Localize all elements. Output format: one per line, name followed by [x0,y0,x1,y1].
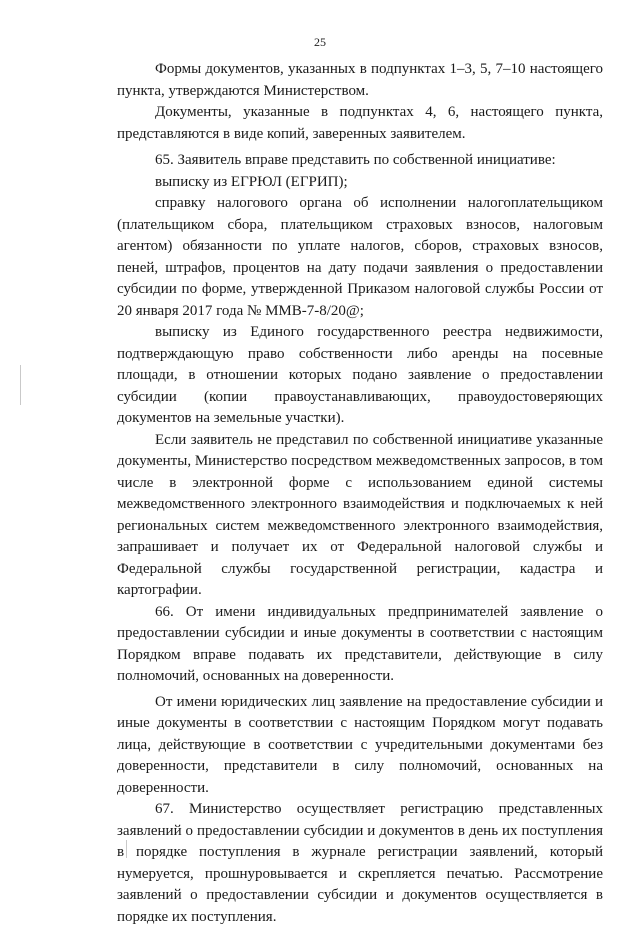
paragraph: справку налогового органа об исполнении налогоплательщиком (плательщиком сбора, плательщиком страховых взносов, налоговым агентом) обязанности по уплате налогов, сборов, страховых взносов, пеней, штрафов, процентов на дату подачи заявления о предоставлении субсидии по форме, утвержденной Приказом налоговой службы России от 20 января 2017 года № ММВ-7-8/20@; [117,195,603,319]
paragraph: 65. Заявитель вправе представить по собственной инициативе: [155,152,556,168]
paragraph: выписку из ЕГРЮЛ (ЕГРИП); [155,173,348,190]
document-body [117,59,603,928]
paragraph: Документы, указанные в подпунктах 4, 6, настоящего пункта, представляются в виде копий, заверенных заявителем. [117,104,603,142]
paragraph: Если заявитель не представил по собственной инициативе указанные документы, Министерство посредством межведомственных запросов, в том числе в электронной форме с использованием единой системы межведомственного электронного взаимодействия и подключаемых к ней региональных систем межведомственного электронного взаимодействия, запрашивает и получает их от Федеральной налоговой службы и Федеральной службы государственной регистрации, кадастра и картографии. [117,431,603,598]
paragraph: Формы документов, указанных в подпунктах 1–3, 5, 7–10 настоящего пункта, утверждаются Министерством. [117,61,603,99]
paragraph: От имени юридических лиц заявление на предоставление субсидии и иные документы в соответствии с настоящим Порядком могут подавать лица, действующие в соответствии с учредительными документами без доверенности, представители в силу полномочий, основанных на доверенности. [117,693,603,796]
page-number: 25 [314,35,326,49]
paragraph: выписку из Единого государственного реестра недвижимости, подтверждающую право собственности либо аренды на посевные площади, в отношении которых подано заявление о предоставлении субсидии (копии правоустанавливающих, правоудостоверяющих документов на земельные участки). [117,324,603,426]
paragraph: 66. От имени индивидуальных предпринимателей заявление о предоставлении субсидии и иные документы в соответствии с настоящим Порядком вправе подавать их представители, действующие в силу полномочий, основанных на доверенности. [117,603,603,684]
scan-margin-mark [20,365,21,405]
paragraph: 67. Министерство осуществляет регистрацию представленных заявлений о предоставлении субсидии и документов в день их поступления в порядке поступления в журнале регистрации заявлений, который нумеруется, прошнуровывается и скрепляется печатью. Рассмотрение заявлений о предоставлении субсидии и документов осуществляется в порядке их поступления. [117,801,603,925]
